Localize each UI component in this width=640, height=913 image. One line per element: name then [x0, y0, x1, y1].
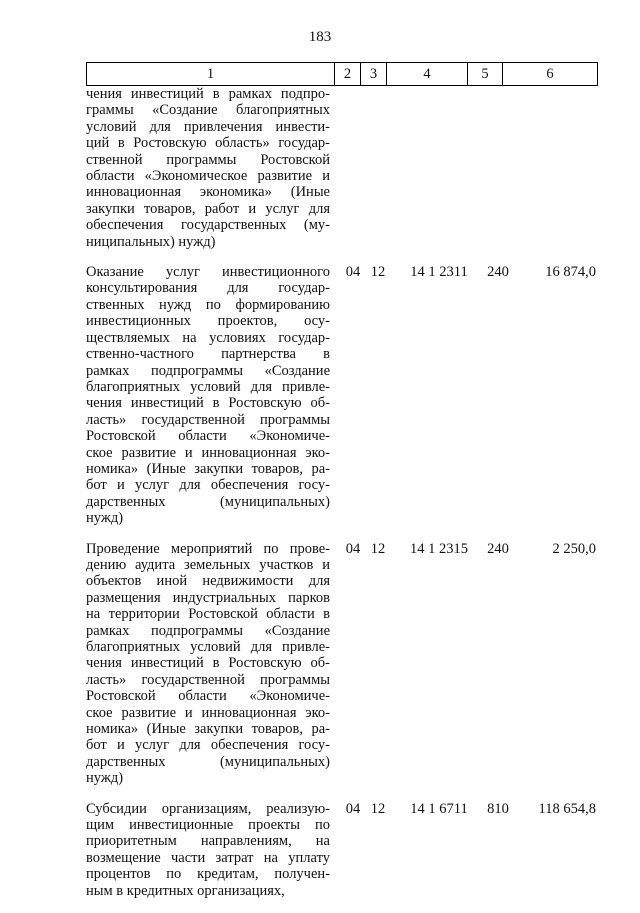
header-col-5: 5	[468, 63, 503, 86]
description-line: номика» (Иные закупки товаров, ра-	[86, 721, 330, 738]
description-line: ственно-частного партнерства в	[86, 346, 330, 363]
cell-col-3: 12	[370, 540, 386, 557]
description-line: возмещение части затрат на уплату	[86, 849, 330, 866]
description-line: Ростовской области «Экономиче-	[86, 428, 330, 445]
description-line: благоприятных условий для привле-	[86, 639, 330, 655]
description-line: Проведение мероприятий по прове-	[86, 540, 330, 557]
description-line: инвестиционных проектов, осу-	[86, 313, 330, 330]
description-line: дению аудита земельных участков и	[86, 556, 330, 573]
description-line: объектов иной недвижимости для	[86, 573, 330, 590]
description-line: ным в кредитных организациях,	[86, 882, 285, 899]
description-line: ласть» государственной программы	[86, 671, 330, 688]
cell-col-2: 04	[345, 264, 361, 281]
table-body	[86, 86, 598, 913]
table-row	[86, 264, 598, 527]
description-line: процентов по кредитам, получен-	[86, 866, 330, 883]
cell-col-4: 14 1 2311	[410, 264, 468, 281]
cell-col-3: 12	[370, 264, 386, 281]
cell-col-4: 14 1 6711	[410, 800, 468, 817]
row-description	[86, 801, 330, 899]
description-line: ществляемых на условиях государ-	[86, 329, 330, 346]
description-line: щим инвестиционные проекты по	[86, 817, 330, 834]
description-line: инновационная экономика» (Иные	[86, 184, 330, 201]
description-line: рамках подпрограммы «Создание	[86, 622, 330, 639]
description-line: нужд)	[86, 770, 124, 787]
cell-col-6: 16 874,0	[545, 264, 596, 281]
cell-col-5: 240	[487, 264, 509, 281]
description-line: бот и услуг для обеспечения госу-	[86, 477, 330, 494]
description-line: номика» (Иные закупки товаров, ра-	[86, 460, 330, 477]
description-line: приоритетным направлениям, на	[86, 833, 330, 850]
header-col-6: 6	[503, 63, 598, 86]
description-line: бот и услуг для обеспечения госу-	[86, 737, 330, 754]
header-col-3: 3	[361, 63, 387, 86]
description-line: чения инвестиций в Ростовскую об-	[86, 655, 330, 672]
description-line: Оказание услуг инвестиционного	[86, 264, 330, 281]
page-number: 183	[308, 29, 332, 45]
description-line: чения инвестиций в рамках подпро-	[86, 86, 330, 102]
description-line: области «Экономическое развитие и	[86, 168, 330, 185]
cell-col-2: 04	[345, 540, 361, 557]
description-line: обеспечения государственных (му-	[86, 217, 330, 234]
description-line: ласть» государственной программы	[86, 411, 330, 428]
description-line: на территории Ростовской области в	[86, 606, 330, 623]
description-line: граммы «Создание благоприятных	[86, 102, 330, 119]
description-line: ниципальных) нужд)	[86, 233, 216, 250]
header-col-2: 2	[335, 63, 361, 86]
cell-col-4: 14 1 2315	[410, 540, 468, 557]
description-line: ское развитие и инновационная эко-	[86, 704, 330, 721]
description-line: дарственных (муниципальных)	[86, 493, 330, 510]
cell-col-2: 04	[345, 800, 361, 817]
description-line: ское развитие и инновационная эко-	[86, 444, 330, 461]
description-line: дарственных (муниципальных)	[86, 753, 330, 770]
description-line: условий для привлечения инвести-	[86, 118, 330, 135]
description-line: Ростовской области «Экономиче-	[86, 688, 330, 705]
description-line: Субсидии организациям, реализую-	[86, 800, 330, 817]
cell-col-5: 240	[487, 540, 509, 557]
cell-col-6: 2 250,0	[552, 540, 596, 557]
description-line: рамках подпрограммы «Создание	[86, 362, 330, 379]
table-row	[86, 86, 598, 250]
table-row	[86, 801, 598, 899]
description-line: нужд)	[86, 510, 124, 527]
table-header	[86, 62, 598, 86]
row-description	[86, 264, 330, 527]
description-line: ций в Ростовскую область» государ-	[86, 135, 330, 152]
description-line: ственных нужд по формированию	[86, 296, 330, 313]
row-description	[86, 86, 330, 250]
cell-col-5: 810	[487, 800, 509, 817]
description-line: благоприятных условий для привле-	[86, 378, 330, 395]
description-line: ственной программы Ростовской	[86, 151, 330, 168]
header-col-4: 4	[387, 63, 468, 86]
description-line: чения инвестиций в Ростовскую об-	[86, 395, 330, 412]
table-row	[86, 541, 598, 787]
description-line: закупки товаров, работ и услуг для	[86, 200, 330, 217]
cell-col-6: 118 654,8	[538, 800, 596, 817]
row-description	[86, 541, 330, 787]
description-line: консультирования для государ-	[86, 280, 330, 297]
cell-col-3: 12	[370, 800, 386, 817]
header-col-1: 1	[87, 63, 335, 86]
description-line: размещения индустриальных парков	[86, 589, 330, 606]
